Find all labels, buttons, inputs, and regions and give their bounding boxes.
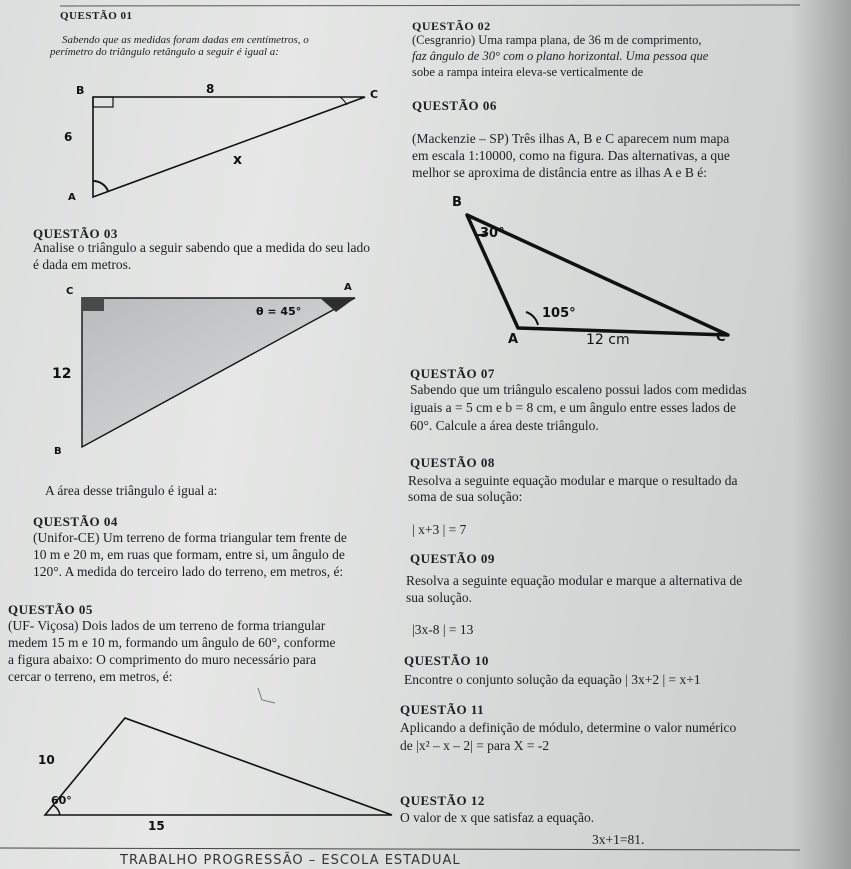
q10-heading: QUESTÃO 10 xyxy=(404,653,489,668)
q05-angle-label: 60° xyxy=(51,794,72,807)
q04-text-line-2: 10 m e 20 m, em ruas que formam, entre si, um ângulo de xyxy=(33,547,345,562)
q05-text-line-1: (UF- Viçosa) Dois lados de um terreno de forma triangular xyxy=(8,618,326,633)
q09-text-line-2: sua solução. xyxy=(406,590,472,605)
q12-text-line-1: O valor de x que satisfaz a equação. xyxy=(400,810,595,825)
q03-side-label: 12 xyxy=(52,366,72,382)
q06-text-line-3: melhor se aproxima de distância entre as ilhas A e B é: xyxy=(412,165,708,180)
q06-text-line-1: (Mackenzie – SP) Três ilhas A, B e C aparecem num mapa xyxy=(412,131,730,146)
q05-text-line-2: medem 15 m e 10 m, formando um ângulo de 60°, conforme xyxy=(8,635,336,650)
q05-side2-label: 15 xyxy=(148,819,165,833)
footer-text: TRABALHO PROGRESSÃO – ESCOLA ESTADUAL xyxy=(120,853,461,868)
q02-text-line-3: sobe a rampa inteira eleva-se verticalmente de xyxy=(412,65,644,79)
q01-heading: QUESTÃO 01 xyxy=(60,10,133,22)
q12-equation: 3x+1=81. xyxy=(592,832,645,847)
q08-heading: QUESTÃO 08 xyxy=(410,455,495,470)
q05-side1-label: 10 xyxy=(38,753,55,767)
q11-text-line-1: Aplicando a definição de módulo, determine o valor numérico xyxy=(400,720,737,735)
q03-question: A área desse triângulo é igual a: xyxy=(45,483,218,498)
q01-vertex-a: A xyxy=(68,192,76,203)
q06-heading: QUESTÃO 06 xyxy=(412,98,497,113)
q06-angle-a-label: 105° xyxy=(542,306,576,321)
q05-text-line-3: a figura abaixo: O comprimento do muro necessário para xyxy=(8,652,317,667)
q01-side-left-label: 6 xyxy=(64,130,73,144)
q03-angle-label: θ = 45° xyxy=(256,305,302,318)
q06-angle-b-label: 30° xyxy=(480,226,505,241)
q07-text-line-2: iguais a = 5 cm e b = 8 cm, e um ângulo entre esses lados de xyxy=(410,400,737,415)
q01-text-line-1: Sabendo que as medidas foram dadas em centímetros, o xyxy=(62,34,309,46)
q03-text-line-1: Analise o triângulo a seguir sabendo que a medida do seu lado xyxy=(33,240,371,255)
q07-text-line-3: 60°. Calcule a área deste triângulo. xyxy=(410,418,599,433)
q12-heading: QUESTÃO 12 xyxy=(400,793,485,808)
q11-text-line-2: de |x² – x – 2| = para X = -2 xyxy=(400,738,550,753)
q01-vertex-b: B xyxy=(76,84,85,97)
q03-vertex-c: C xyxy=(66,286,74,297)
q01-text-line-2: perímetro do triângulo retângulo a seguir é igual a: xyxy=(50,46,279,58)
q03-heading: QUESTÃO 03 xyxy=(33,226,118,241)
q01-vertex-c: C xyxy=(370,88,379,101)
q01-hypotenuse-label: x xyxy=(233,152,243,168)
q02-text-line-1: (Cesgranrio) Uma rampa plana, de 36 m de comprimento, xyxy=(412,33,702,47)
q11-heading: QUESTÃO 11 xyxy=(400,702,485,717)
q09-heading: QUESTÃO 09 xyxy=(410,551,495,566)
q07-text-line-1: Sabendo que um triângulo escaleno possui lados com medidas xyxy=(410,382,747,397)
q07-heading: QUESTÃO 07 xyxy=(410,366,495,381)
q08-equation: | x+3 | = 7 xyxy=(412,522,467,537)
q04-heading: QUESTÃO 04 xyxy=(33,514,118,529)
q09-text-line-1: Resolva a seguinte equação modular e marque a alternativa de xyxy=(406,573,743,588)
q06-text-line-2: em escala 1:10000, como na figura. Das alternativas, a que xyxy=(412,148,730,163)
q10-text-line-1: Encontre o conjunto solução da equação | 3x+2 | = x+1 xyxy=(404,672,701,687)
q04-text-line-3: 120°. A medida do terceiro lado do terreno, em metros, é: xyxy=(33,564,344,579)
q04-text-line-1: (Unifor-CE) Um terreno de forma triangular tem frente de xyxy=(33,530,347,545)
q05-heading: QUESTÃO 05 xyxy=(8,602,93,617)
q02-heading: QUESTÃO 02 xyxy=(412,19,491,33)
q03-vertex-b: B xyxy=(54,446,62,457)
q02-text-line-2: faz ângulo de 30° com o plano horizontal. Uma pessoa que xyxy=(412,49,709,63)
q06-vertex-c: C xyxy=(716,330,726,345)
q06-base-label: 12 cm xyxy=(586,332,630,348)
q05-text-line-4: cercar o terreno, em metros, é: xyxy=(8,669,173,684)
q08-text-line-1: Resolva a seguinte equação modular e marque o resultado da xyxy=(408,473,738,488)
q06-vertex-a: A xyxy=(508,332,519,347)
q09-equation: |3x-8 | = 13 xyxy=(412,622,474,637)
q06-vertex-b: B xyxy=(452,195,462,210)
q03-text-line-2: é dada em metros. xyxy=(33,257,132,272)
q08-text-line-2: soma de sua solução: xyxy=(408,489,523,504)
q03-vertex-a: A xyxy=(344,282,352,293)
q01-side-top-label: 8 xyxy=(206,82,215,96)
